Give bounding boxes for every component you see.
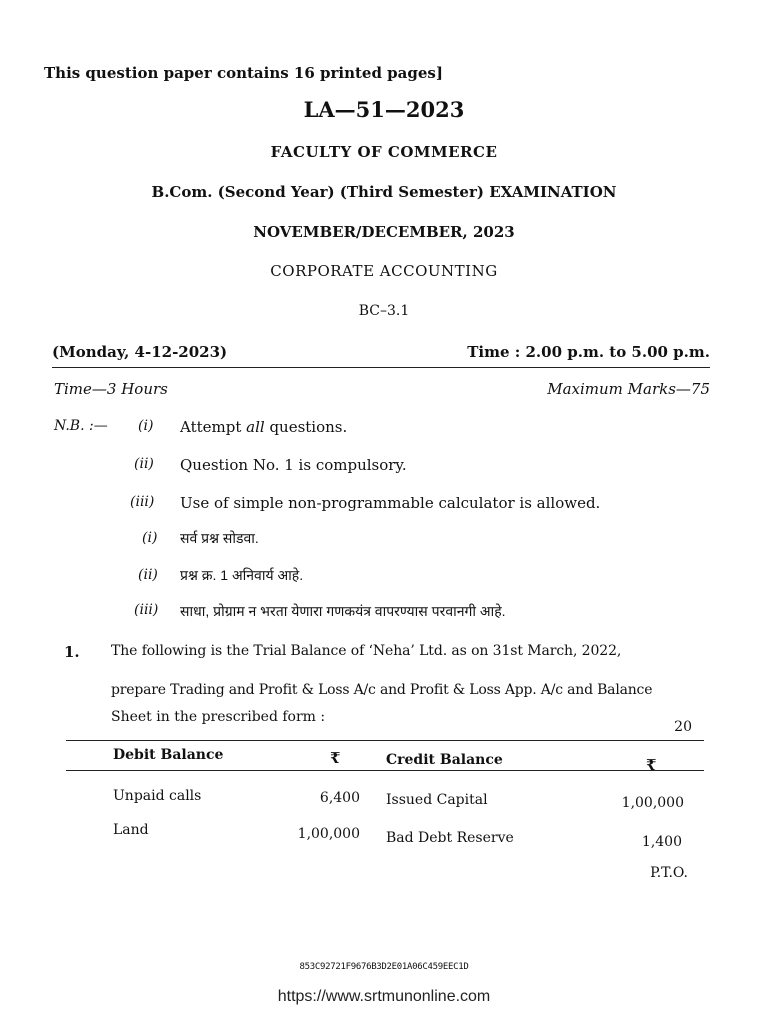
duration-label: Time—3 Hours <box>54 380 168 398</box>
source-url[interactable]: https://www.srtmunonline.com <box>277 988 491 1005</box>
table-cell-debit-item: Unpaid calls <box>113 788 202 804</box>
instruction-text-part: Attempt <box>180 418 247 436</box>
instruction-text-marathi: प्रश्न क्र. 1 अनिवार्य आहे. <box>180 567 304 583</box>
max-marks-label: Maximum Marks—75 <box>547 380 710 398</box>
pages-note: This question paper contains 16 printed pages] <box>44 64 443 82</box>
table-cell-credit-item: Bad Debt Reserve <box>386 830 514 846</box>
instruction-text-marathi: साधा, प्रोग्राम न भरता येणारा गणकयंत्र वापरण्यास परवानगी आहे. <box>180 603 506 619</box>
instruction-number: (ii) <box>134 456 154 472</box>
instruction-text-part: questions. <box>264 418 348 436</box>
question-line: The following is the Trial Balance of ‘Neha’ Ltd. as on 31st March, 2022, <box>111 643 622 659</box>
table-cell-credit-amount: 1,00,000 <box>621 795 684 811</box>
instruction-text: Use of simple non-programmable calculator is allowed. <box>180 494 601 512</box>
instruction-text <box>180 418 347 436</box>
header-divider <box>52 367 710 368</box>
table-cell-credit-item: Issued Capital <box>386 792 488 808</box>
table-cell-debit-amount: 6,400 <box>319 790 360 806</box>
table-header-credit: Credit Balance <box>386 752 503 768</box>
instruction-number: (ii) <box>138 567 158 583</box>
instruction-number: (iii) <box>134 602 159 618</box>
table-header-debit: Debit Balance <box>113 747 224 763</box>
instruction-text: Question No. 1 is compulsory. <box>180 456 407 474</box>
question-number: 1. <box>64 643 80 661</box>
question-marks: 20 <box>674 719 692 735</box>
exam-time-slot: Time : 2.00 p.m. to 5.00 p.m. <box>467 343 710 361</box>
table-cell-credit-amount: 1,400 <box>641 834 682 850</box>
subject-heading: CORPORATE ACCOUNTING <box>270 262 498 280</box>
table-header-credit-currency: ₹ <box>646 756 657 774</box>
exam-heading: B.Com. (Second Year) (Third Semester) EXAMINATION <box>151 183 617 201</box>
instruction-text-marathi: सर्व प्रश्न सोडवा. <box>180 530 259 546</box>
paper-code-title: LA—51—2023 <box>303 97 465 122</box>
session-heading: NOVEMBER/DECEMBER, 2023 <box>253 223 515 241</box>
table-cell-debit-item: Land <box>113 822 149 838</box>
subject-code: BC–3.1 <box>358 303 410 319</box>
instruction-number: (i) <box>142 530 158 546</box>
table-header-rule <box>66 770 704 771</box>
question-line: Sheet in the prescribed form : <box>111 709 326 725</box>
table-header-debit-currency: ₹ <box>330 749 341 767</box>
document-hash: 853C92721F9676B3D2E01A06C459EEC1D <box>299 962 469 972</box>
instruction-number: (i) <box>138 418 154 434</box>
nb-label: N.B. :— <box>54 418 108 434</box>
pto-label: P.T.O. <box>650 865 688 881</box>
exam-date: (Monday, 4-12-2023) <box>52 343 228 361</box>
table-cell-debit-amount: 1,00,000 <box>297 826 360 842</box>
faculty-heading: FACULTY OF COMMERCE <box>270 143 498 161</box>
table-top-rule <box>66 740 704 741</box>
question-line: prepare Trading and Profit & Loss A/c and Profit & Loss App. A/c and Balance <box>111 682 653 698</box>
instruction-number: (iii) <box>130 494 155 510</box>
instruction-emphasis: all <box>246 418 265 436</box>
